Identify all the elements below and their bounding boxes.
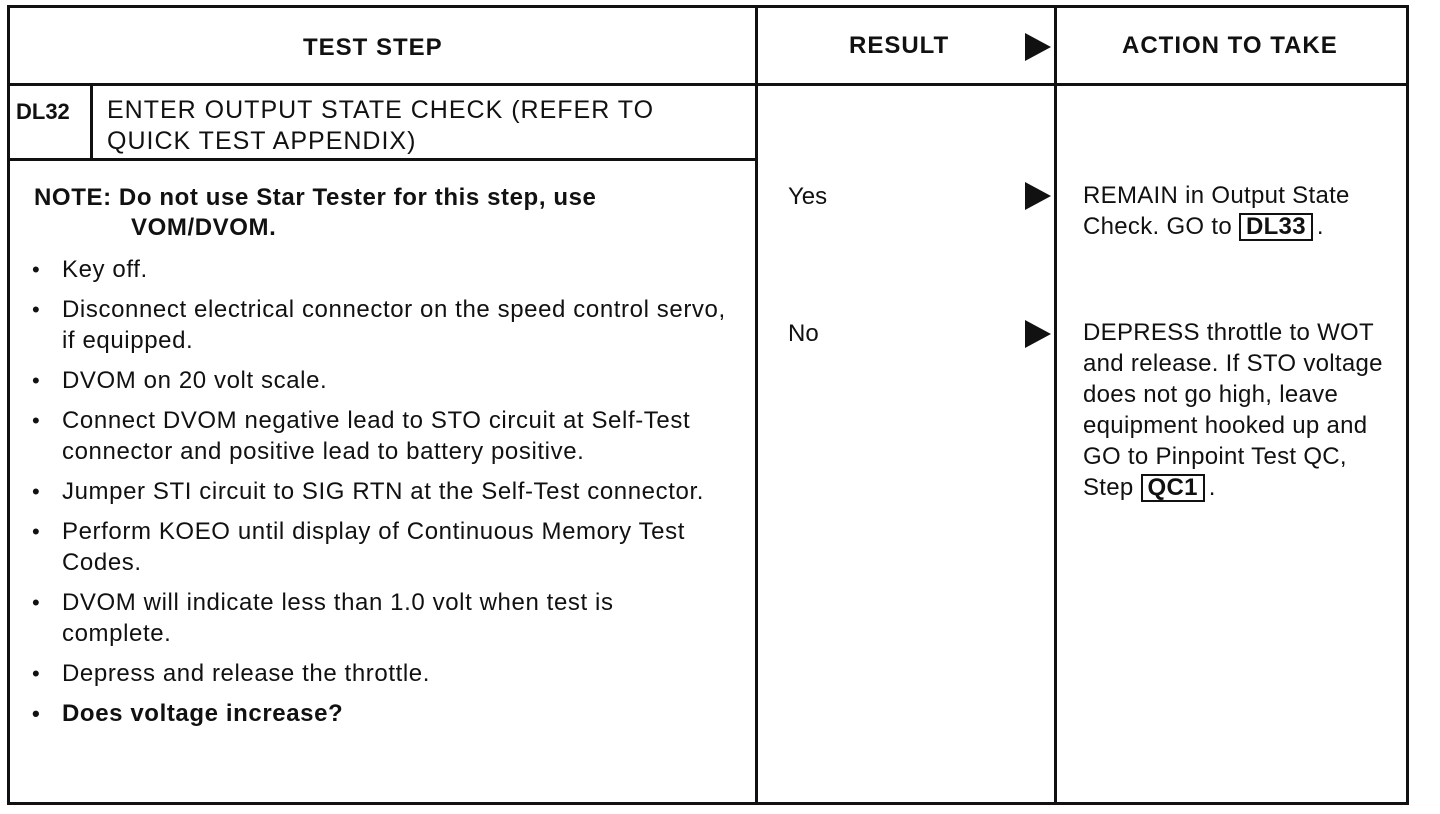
header-action: ACTION TO TAKE <box>1122 32 1338 59</box>
step-title-divider <box>7 158 757 161</box>
result-no: No <box>788 320 819 347</box>
step-title <box>107 95 654 157</box>
step-title-line2: QUICK TEST APPENDIX) <box>107 127 417 155</box>
column-divider-result <box>755 5 758 805</box>
step-ref-dl33: DL33 <box>1239 213 1313 241</box>
yes-arrow-icon <box>1025 182 1051 210</box>
note-line1: NOTE: Do not use Star Tester for this step, use <box>34 184 597 211</box>
note-line2: VOM/DVOM. <box>131 214 277 241</box>
action-no <box>1083 317 1388 503</box>
step-code-divider <box>90 85 93 160</box>
header-result: RESULT <box>849 32 950 59</box>
instruction-list <box>30 254 730 738</box>
header-test-step: TEST STEP <box>303 34 443 61</box>
step-code: DL32 <box>16 99 70 124</box>
action-no-text: DEPRESS throttle to WOT and release. If STO voltage does not go high, leave equipment hooked up and GO to Pinpoint Test QC, Step <box>1083 319 1383 501</box>
no-arrow-icon <box>1025 320 1051 348</box>
result-yes: Yes <box>788 183 828 210</box>
header-divider <box>7 83 1409 86</box>
list-item: • Jumper STI circuit to SIG RTN at the Self-Test connector. <box>30 476 730 507</box>
list-item: • Connect DVOM negative lead to STO circuit at Self-Test connector and positive lead to battery positive. <box>30 405 730 467</box>
list-item: • DVOM on 20 volt scale. <box>30 365 730 396</box>
list-item-question: • Does voltage increase? <box>30 698 730 729</box>
action-yes <box>1083 180 1388 242</box>
action-yes-end: . <box>1316 213 1324 240</box>
step-note <box>34 183 724 243</box>
step-title-line1: ENTER OUTPUT STATE CHECK (REFER TO <box>107 96 655 124</box>
list-item: • DVOM will indicate less than 1.0 volt when test is complete. <box>30 587 730 649</box>
list-item: • Disconnect electrical connector on the speed control servo, if equipped. <box>30 294 730 356</box>
action-no-end: . <box>1208 474 1216 501</box>
action-yes-text: REMAIN in Output State Check. GO to <box>1083 182 1350 240</box>
column-divider-action <box>1054 5 1057 805</box>
list-item: • Depress and release the throttle. <box>30 658 730 689</box>
result-arrow-icon <box>1025 33 1051 61</box>
list-item: • Key off. <box>30 254 730 285</box>
step-ref-qc1: QC1 <box>1141 474 1205 502</box>
list-item: • Perform KOEO until display of Continuous Memory Test Codes. <box>30 516 730 578</box>
